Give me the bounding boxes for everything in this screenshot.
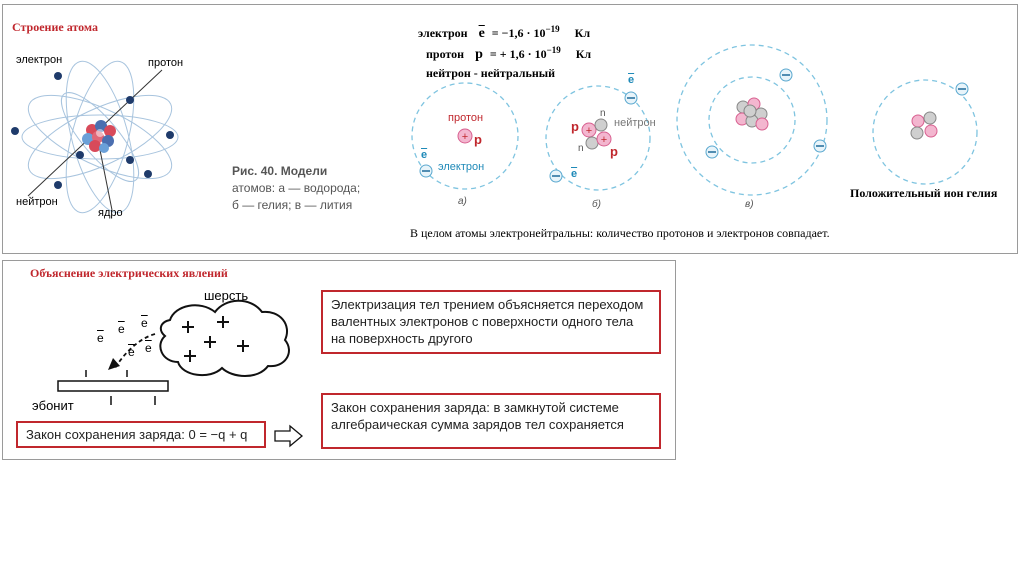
- electron-mark-2: $\overline{e}$: [118, 322, 125, 336]
- model-a-electron-label: электрон: [438, 161, 485, 173]
- friction-explanation-box: Электризация тел трением объясняется переходом валентных электронов с поверхности одного тела на поверхность другого: [321, 290, 661, 354]
- model-b-neutron-label: нейтрон: [614, 117, 656, 129]
- conservation-formula-box: Закон сохранения заряда: 0 = −q + q: [16, 421, 266, 448]
- electron-mark-5: $\overline{e}$: [145, 341, 152, 355]
- charge-electron-exp: −19: [545, 24, 560, 34]
- wool-cloud: [160, 301, 289, 376]
- figure-caption-line2: атомов: а — водорода;: [232, 181, 361, 195]
- conservation-law-box: Закон сохранения заряда: в замкнутой системе алгебраическая сумма зарядов тел сохраняется: [321, 393, 661, 449]
- model-b-n1-label: n: [600, 108, 606, 119]
- charge-electron-unit: Кл: [574, 26, 591, 40]
- charge-proton-symbol: p: [475, 47, 483, 62]
- model-a-e-label: $\overline{e}$: [421, 149, 428, 161]
- model-b-n2-label: n: [578, 143, 584, 154]
- atom-label-proton: протон: [148, 57, 184, 69]
- svg-text:+: +: [461, 131, 469, 143]
- model-a-caption: а): [458, 196, 467, 207]
- model-b-caption: б): [592, 199, 601, 210]
- model-b-e2-label: $\overline{e}$: [571, 168, 578, 180]
- conclusion-arrow: [275, 426, 302, 446]
- charge-electron-symbol: $\overline{e}$: [478, 26, 485, 41]
- model-b-p1-label: p: [571, 119, 579, 134]
- electron-mark-1: $\overline{e}$: [97, 331, 104, 345]
- model-a-p-label: p: [474, 132, 482, 147]
- ebonite-rod: [58, 381, 168, 391]
- electric-phenomena-title: Объяснение электрических явлений: [30, 266, 228, 280]
- electron-mark-4: $\overline{e}$: [128, 345, 135, 359]
- electron-mark-3: $\overline{e}$: [141, 316, 148, 330]
- model-b-e1-label: $\overline{e}$: [628, 74, 635, 86]
- atom-label-neutron: нейтрон: [16, 196, 58, 208]
- atom-label-nucleus: ядро: [98, 207, 123, 219]
- model-b-p2-label: p: [610, 144, 618, 159]
- atom-label-electron: электрон: [16, 54, 63, 66]
- wool-label: шерсть: [204, 288, 249, 303]
- charge-proton-name: протон: [426, 47, 465, 61]
- charge-proton-unit: Кл: [575, 47, 592, 61]
- svg-text:+: +: [600, 134, 608, 146]
- ebonite-label: эбонит: [32, 398, 74, 413]
- atom-structure-title: Строение атома: [12, 20, 98, 34]
- model-c-caption: в): [745, 199, 754, 210]
- charge-neutron-row: нейтрон - нейтральный: [426, 66, 556, 80]
- charge-electron-value: = −1,6 · 10: [491, 26, 546, 40]
- charge-electron-name: электрон: [418, 26, 468, 40]
- model-a-proton-label: протон: [448, 112, 484, 124]
- figure-caption-line1: Рис. 40. Модели: [232, 164, 328, 178]
- charge-proton-exp: −19: [546, 45, 561, 55]
- atoms-summary: В целом атомы электронейтральны: количество протонов и электронов совпадает.: [410, 226, 830, 240]
- svg-text:+: +: [585, 125, 593, 137]
- charge-proton-value: = + 1,6 · 10: [489, 47, 547, 61]
- figure-caption-line3: б — гелия; в — лития: [232, 198, 353, 212]
- helium-ion-label: Положительный ион гелия: [850, 186, 998, 200]
